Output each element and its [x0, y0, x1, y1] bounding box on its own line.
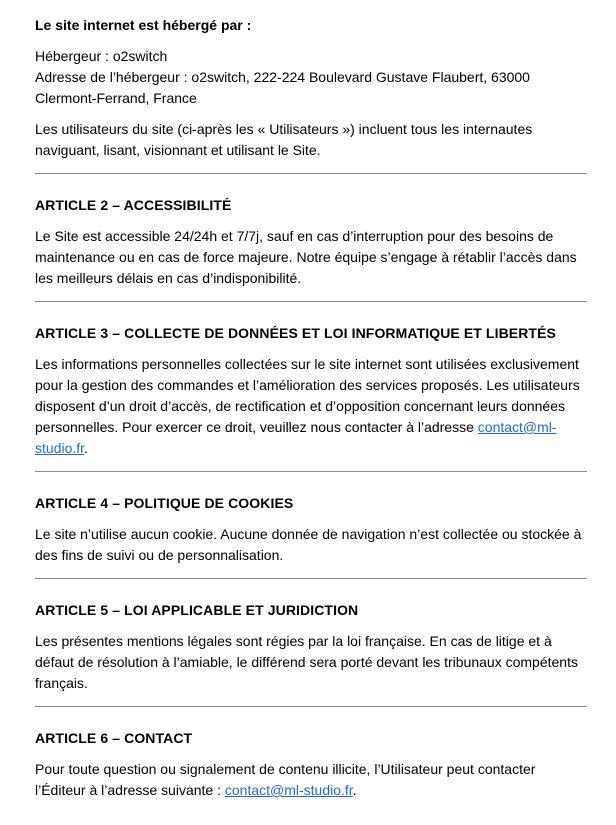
- section-divider: [35, 471, 587, 472]
- article-4-body: Le site n’utilise aucun cookie. Aucune donnée de navigation n’est collectée ou stockée à des fins de suivi ou de personnalisation.: [35, 526, 582, 563]
- section-divider: [35, 173, 587, 174]
- host-name-line: Hébergeur : o2switch: [35, 48, 168, 64]
- contact-email-link[interactable]: contact@ml-studio.fr: [224, 782, 353, 798]
- users-definition-paragraph: Les utilisateurs du site (ci-après les « Utilisateurs ») incluent tous les internautes naviguant, lisant, visionnant et utilisant le Site.: [35, 121, 533, 158]
- article-4-heading: ARTICLE 4 – POLITIQUE DE COOKIES: [35, 495, 294, 511]
- article-5-body: Les présentes mentions légales sont régies par la loi française. En cas de litige et à défaut de résolution à l’amiable, le différend sera porté devant les tribunaux compétents français.: [35, 633, 578, 691]
- hosting-details-paragraph: [35, 46, 587, 109]
- article-3-heading: ARTICLE 3 – COLLECTE DE DONNÉES ET LOI INFORMATIQUE ET LIBERTÉS: [35, 325, 556, 341]
- section-divider: [35, 301, 587, 302]
- article-3-body: [35, 354, 587, 459]
- article-6-text-before-link: Pour toute question ou signalement de contenu illicite, l’Utilisateur peut contacter l’Éditeur à l’adresse suivante :: [35, 761, 536, 798]
- article-2-heading: ARTICLE 2 – ACCESSIBILITÉ: [35, 197, 232, 213]
- article-5-heading: ARTICLE 5 – LOI APPLICABLE ET JURIDICTION: [35, 602, 359, 618]
- article-6-text-after-link: .: [352, 782, 357, 798]
- contact-email-link[interactable]: contact@ml-studio.fr: [35, 419, 557, 456]
- article-3-text-after-link: .: [84, 440, 88, 456]
- article-6-body: [35, 759, 587, 801]
- section-divider: [35, 578, 587, 579]
- hosting-section-heading: Le site internet est hébergé par :: [35, 17, 252, 33]
- article-2-body: Le Site est accessible 24/24h et 7/7j, sauf en cas d’interruption pour des besoins de maintenance ou en cas de force majeure. Notre équipe s’engage à rétablir l’accès dans les meilleurs délais en cas d’indisponibilité.: [35, 228, 577, 286]
- article-3-text-before-link: Les informations personnelles collectées sur le site internet sont utilisées exclusivement pour la gestion des commandes et l’amélioration des services proposés. Les utilisateurs disposent d’un droit d’accès, de rectification et d’opposition concernant leurs données personnelles. Pour exercer ce droit, veuillez nous contacter à l’adresse: [35, 356, 580, 435]
- host-address-line: Adresse de l’hébergeur : o2switch, 222-224 Boulevard Gustave Flaubert, 63000 Clermont-Ferrand, France: [35, 69, 530, 106]
- section-divider: [35, 706, 587, 707]
- article-6-heading: ARTICLE 6 – CONTACT: [35, 730, 193, 746]
